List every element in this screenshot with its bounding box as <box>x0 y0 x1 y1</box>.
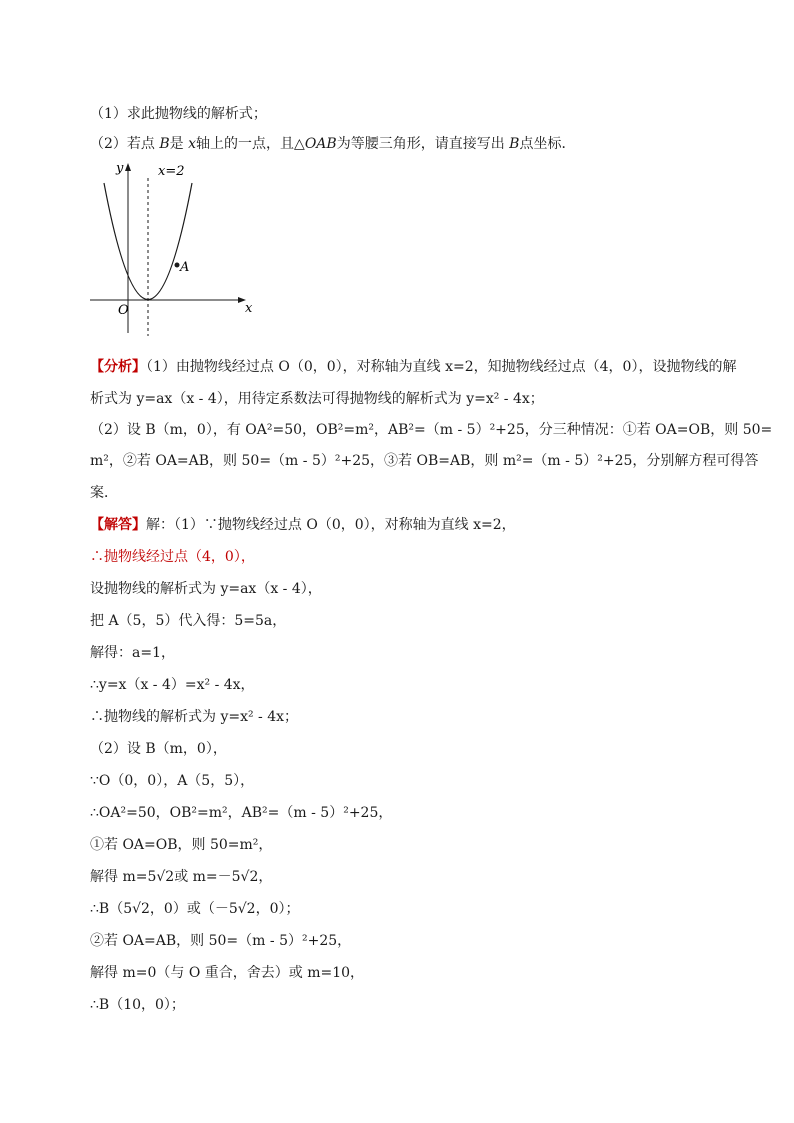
solution-tag: 【解答】 <box>90 517 146 533</box>
y-axis-label: y <box>116 161 124 176</box>
analysis-line-3: （2）设 B（m，0），有 OA²=50，OB²=m²，AB²=（m - 5）²+25，分三种情况：①若 OA=OB，则 50= <box>90 422 773 438</box>
solution-line-9: ∵O（0，0），A（5，5）， <box>90 773 255 789</box>
solution-line-4: 把 A（5，5）代入得：5=5a， <box>90 613 287 629</box>
analysis-line-1: 【分析】（1）由抛物线经过点 O（0，0），对称轴为直线 x=2，知抛物线经过点（4，0），设抛物线的解 <box>90 359 737 375</box>
solution-line-3: 设抛物线的解析式为 y=ax（x - 4）， <box>90 581 322 597</box>
analysis-line-4: m²，②若 OA=AB，则 50=（m - 5）²+25，③若 OB=AB，则 m²=（m - 5）²+25，分别解方程可得答 <box>90 453 759 469</box>
solution-line-8: （2）设 B（m，0）， <box>90 741 227 757</box>
question-part1: （1）求此抛物线的解析式； <box>90 106 267 122</box>
analysis-line-2: 析式为 y=ax（x - 4），用待定系数法可得抛物线的解析式为 y=x² - 4x； <box>90 391 544 407</box>
origin-label: O <box>118 303 129 318</box>
y-axis-arrow <box>125 163 131 171</box>
solution-line-7: ∴抛物线的解析式为 y=x² - 4x； <box>90 709 299 725</box>
point-a <box>175 263 180 268</box>
solution-line-5: 解得：a=1， <box>90 645 175 661</box>
solution-line-13: ∴B（5√2，0）或（－5√2，0）； <box>90 901 300 917</box>
solution-line-1: 【解答】解：（1）∵抛物线经过点 O（0，0），对称轴为直线 x=2， <box>90 517 516 533</box>
question-part2: （2）若点 B是 x轴上的一点，且△OAB为等腰三角形，请直接写出 B点坐标． <box>90 136 576 152</box>
solution-line-14: ②若 OA=AB，则 50=（m - 5）²+25， <box>90 933 352 949</box>
symmetry-axis-label: x=2 <box>158 164 185 179</box>
analysis-line-5: 案． <box>90 485 118 501</box>
solution-line-2: ∴抛物线经过点（4，0）， <box>90 549 255 565</box>
x-axis-label: x <box>245 301 253 316</box>
solution-line-15: 解得 m=0（与 O 重合，舍去）或 m=10， <box>90 965 365 981</box>
point-a-label: A <box>180 260 190 275</box>
solution-line-16: ∴B（10，0）； <box>90 997 185 1013</box>
solution-line-10: ∴OA²=50，OB²=m²，AB²=（m - 5）²+25， <box>90 805 393 821</box>
solution-line-6: ∴y=x（x - 4）=x² - 4x， <box>90 677 255 693</box>
solution-line-11: ①若 OA=OB，则 50=m²， <box>90 837 273 853</box>
solution-line-12: 解得 m=5√2或 m=－5√2， <box>90 869 273 885</box>
analysis-tag: 【分析】 <box>90 359 146 375</box>
parabola-graph <box>88 158 263 338</box>
